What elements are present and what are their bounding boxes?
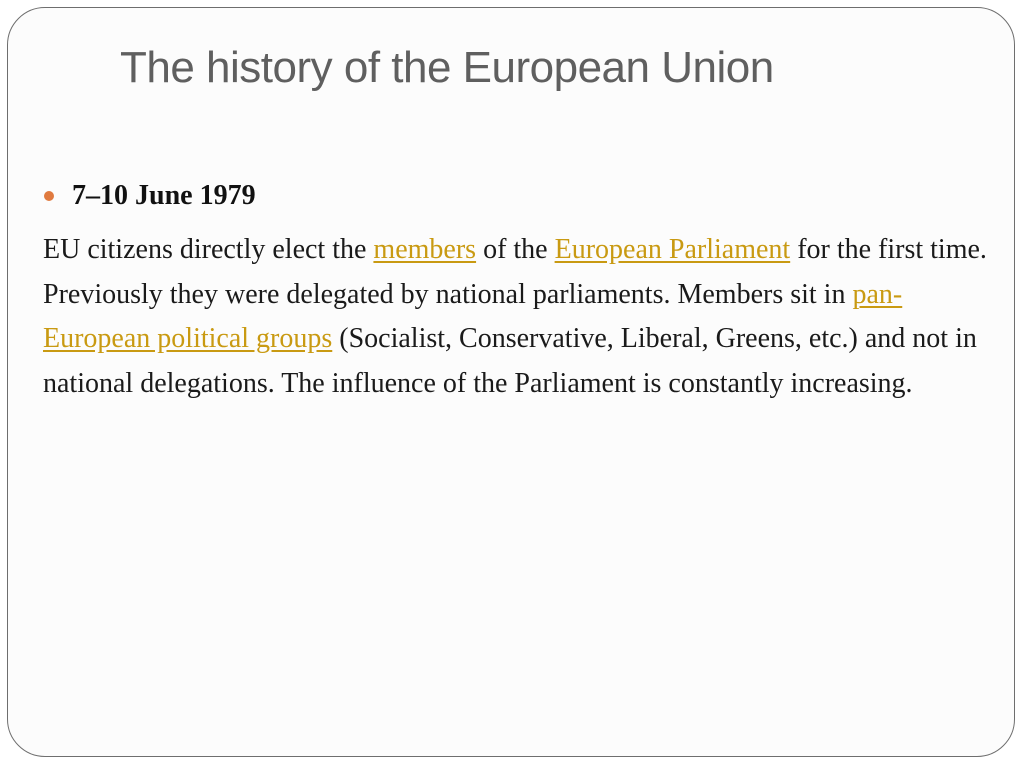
slide-frame xyxy=(7,7,1015,757)
political-groups-link[interactable]: pan-European political groups xyxy=(43,278,903,354)
european-parliament-link[interactable]: European Parliament xyxy=(554,234,791,265)
bullet-item xyxy=(44,178,256,214)
body-text-3: for the first time. Previously they were delegated by national parliaments. Members sit in xyxy=(43,234,987,310)
bullet-dot-icon xyxy=(44,191,54,201)
body-paragraph xyxy=(43,228,1003,406)
body-text-4: (Socialist, Conservative, Liberal, Greens, etc.) and not in national delegations. The influence of the Parliament is constantly increasing. xyxy=(43,323,977,399)
slide-title: The history of the European Union xyxy=(120,43,774,92)
bullet-date: 7–10 June 1979 xyxy=(72,180,256,211)
body-text-2: of the xyxy=(476,234,555,265)
members-link[interactable]: members xyxy=(373,234,477,265)
body-text-1: EU citizens directly elect the xyxy=(43,234,374,265)
